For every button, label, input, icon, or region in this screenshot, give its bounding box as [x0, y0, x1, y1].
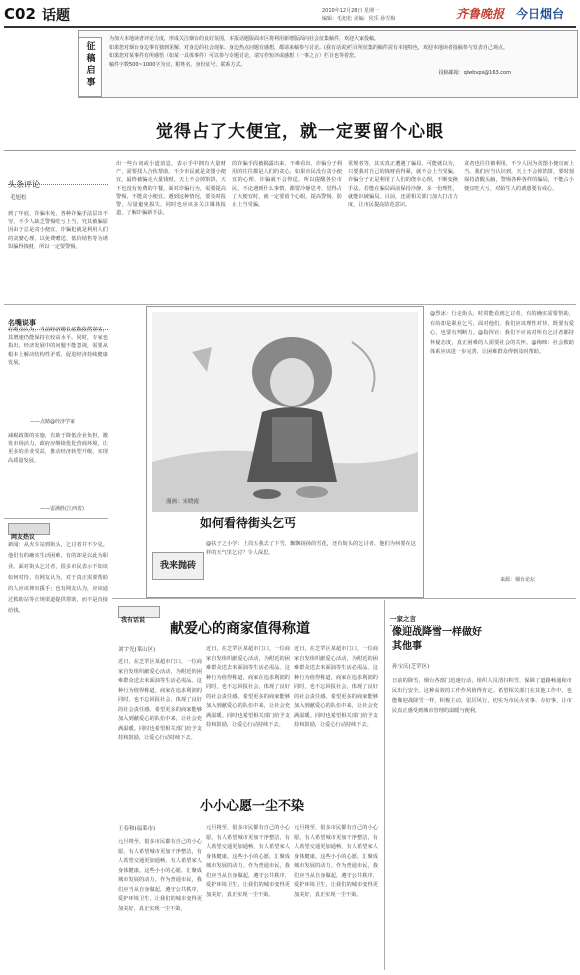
- netizen-label: [8, 523, 50, 541]
- article-text-col2: 近日，在芝罘区某超市门口，一位商家自发组织献爱心活动，为附近的困难群众送去米面油等生活必需品。这种行为值得称道。商家在追求利润的同时，也不忘回报社会，体现了良好的社会责任感。希望更多的商家能够加入到献爱心的队伍中来，让社会充满温暖。同时也希望相关部门给予支持和鼓励，让爱心行动持续下去。: [206, 646, 290, 728]
- brand-sub: 今日烟台: [516, 7, 565, 21]
- article2-text-col2: 元旦将至，很多市民都有自己的小心愿。有人希望城市更加干净整洁，有人希望交通更加通畅，有人希望家人身体健康。这些小小的心愿，汇聚成城市发展的动力。作为普通市民，我们应当从自身做起，遵守公共秩序，爱护环境卫生，让我们的城市变得更加美好，真正实现一尘不染。: [206, 825, 290, 898]
- section-rule-2: [112, 598, 576, 599]
- notice-line: 稿件字数500~1000字为宜，附姓名、身份证号、联系方式。: [109, 61, 246, 68]
- forum-source: 来源：烟台论坛: [500, 577, 536, 583]
- article-text-col1: 近日，在芝罘区某超市门口，一位商家自发组织献爱心活动，为附近的困难群众送去米面油等生活必需品。这种行为值得称道。商家在追求利润的同时，也不忘回报社会，体现了良好的社会责任感。希望更多的商家能够加入到献爱心的队伍中来，让社会充满温暖。同时也希望相关部门给予支持和鼓励，让爱心行动持续下去。: [118, 659, 202, 741]
- commentary-label-text: 名嘴说事: [8, 319, 36, 327]
- illustration-title: 如何看待街头乞丐: [200, 516, 297, 530]
- date-line: 2010年12月28日 星期一: [322, 8, 380, 14]
- netizen-text: 新闻：从火车站到街头，乞讨者并不少见。他们有的确实生活困难，有的却是以此为职业。面对街头乞讨者，很多市民表示不知该如何对待。有网友认为，对于真正需要帮助的人应该伸出援手；也有网友认为，应该通过救助站等正规渠道提供帮助，而不是直接给钱。: [8, 542, 108, 614]
- article-author: 刘宇光(莱山区): [118, 647, 156, 653]
- page-header: [4, 5, 576, 25]
- commentary-text-2: 减税政策的实施，有助于降低企业负担，激发市场活力。政府应继续优化营商环境，让更多的企业受益，推动经济转型升级，实现高质量发展。: [8, 433, 108, 464]
- headline-col5-text: 贪者也往往被利用，不少人因为贪图小便宜而上当。我们应当认识到，天上不会掉馅饼，要时刻保持清醒头脑，警惕各种各样的骗局，不能占小便宜吃大亏，对陌生人的诱惑要有戒心。: [464, 161, 574, 192]
- headline-col1-text: 到了年底，诈骗未免，各种诈骗手法层出不穷，不少人缺乏警惕吃亏上当，究其被骗原因由于总是贪小便宜。诈骗犯就是利用人们的贪婪心理，以免费赠送、低价销售等为诱饵骗得钱财，所以一定要警惕。: [8, 211, 108, 250]
- sidebar-title: 像迎战降雪一样做好其他事: [392, 627, 482, 652]
- notice-line: 如果您对某事件有所感悟（如某一具体事件）可以参与专题讨论，请写作短评或感想（一事之言）栏目也等着您。: [109, 53, 360, 59]
- section-rule-1: [4, 304, 576, 305]
- notice-tag-text: 征稿启事: [84, 41, 95, 89]
- sidebar-text: 日前的降雪，烟台各部门迅速行动，组织人员清扫积雪，保障了道路畅通和市民出行安全。这种高效的工作作风值得肯定。希望相关部门在其他工作中，也能像迎战降雪一样，积极主动，雷厉风行，切实为市民办实事、办好事，让市民真正感受到城市管理的温暖与便利。: [392, 678, 572, 714]
- headline-col-label: [8, 172, 108, 189]
- brand-logo: 齐鲁晚报: [456, 7, 505, 21]
- netizen-label-text: 网友热议: [11, 534, 36, 541]
- page-code: C02: [4, 5, 36, 23]
- commentary-source-2: ——雷满胜(江西省): [40, 506, 84, 512]
- main-headline: 觉得占了大便宜，就一定要留个心眼: [156, 122, 444, 142]
- headline-col4-text: 常规者等，其实真正遭遇了骗局，可能就以为，只要我对自己的钱财看得紧，就不会上当受骗。诈骗分子正是利用了人们的侥幸心理，不断变换手法。若能在骗局面前保持冷静，多一份理性，就能识破骗局。目前，还需相关部门加大打击力度，让市民提高防范意识。: [348, 161, 458, 209]
- article2-text-col1: 元旦将至，很多市民都有自己的小心愿。有人希望城市更加干净整洁，有人希望交通更加通畅，有人希望家人身体健康。这些小小的心愿，汇聚成城市发展的动力。作为普通市民，我们应当从自身做起，遵守公共秩序，爱护环境卫生，让我们的城市变得更加美好，真正实现一尘不染。: [118, 839, 202, 912]
- header-rule: [4, 26, 576, 28]
- sidebar-label-text: 一家之言: [390, 615, 416, 623]
- headline-col3-text: 的诈骗手段被揭露出来，不难看出，诈骗分子利用的往往都是人们的贪心，如果市民没有贪小便宜的心理，诈骗就不会得逞。所以提醒各位市民，不论遇到什么事情，都要冷静思考，觉得占了大便宜时，就一定要留个心眼，提高警惕，防止上当受骗。: [232, 161, 342, 209]
- article-label-text: 我有话说: [121, 617, 146, 624]
- illustration-tag-text: 我来抛砖: [159, 561, 196, 571]
- sidebar-author: 孙宝庆(芝罘区): [392, 664, 430, 670]
- cartoon-credit: 漫画：宋晓霞: [166, 499, 200, 505]
- notice-tag: [78, 37, 102, 97]
- article-text-col3: 近日，在芝罘区某超市门口，一位商家自发组织献爱心活动，为附近的困难群众送去米面油等生活必需品。这种行为值得称道。商家在追求利润的同时，也不忘回报社会，体现了良好的社会责任感。希望更多的商家能够加入到献爱心的队伍中来，让社会充满温暖。同时也希望相关部门给予支持和鼓励，让爱心行动持续下去。: [294, 646, 378, 728]
- headline-author: 毛旭松: [10, 195, 27, 201]
- article-label: [118, 606, 160, 624]
- sidebar-divider: [384, 600, 385, 970]
- sidebar-label: [390, 606, 440, 626]
- forum-comments: @烈冰：行走街头，时常能看到乞讨者，有的确实需要帮助，有的却是职业乞丐。面对他们，我们应该理性对待，既要有爱心，也要有判断力。@指挥官：我们不应该对所有乞讨者都持怀疑态度，真正困难的人需要社会的关怀。@梅咪：社会救助体系应该进一步完善，让困难群众得到及时帮助。: [430, 311, 574, 355]
- editor-line: 编辑：毛旭松 美编：侯乐 孙雪梅: [322, 16, 396, 22]
- article2-author: 王春和(福莱市): [118, 826, 156, 832]
- notice-line: 为加大本地读者评论力度，形成关注烟台的良好氛围，本报话题版面市区将利用新增版面向社会征集稿件，欢迎大家投稿。: [109, 36, 380, 42]
- commentary-text-1: 有观点认为，当前经济增长底数依然坚实，其增速仍能保持在较高水平。同时，专家也指出，经济发展中的问题不能忽视，需要从根本上解决结构性矛盾，促进经济持续健康发展。: [8, 327, 108, 366]
- beggar-cartoon: [152, 312, 418, 512]
- notice-contact: 投稿邮箱：qlwbvps@163.com: [438, 70, 511, 76]
- article-title: 献爱心的商家值得称道: [170, 621, 310, 637]
- article2-title: 小小心愿一尘不染: [200, 799, 305, 814]
- headline-col2-text: 出一些台词或小道消息，表示手中拥有大量财产，需要找人合伙帮助。不少市民就是贪图小便宜，最终被骗走大量钱财。天上不会掉馅饼，天下也没有免费的午餐。面对诈骗行为，需要提高警惕，不能贪小便宜。遇到这种情况，要及时报警，尽量避免损失，同时也应该多关注媒体报道，了解诈骗新手法。: [116, 161, 226, 217]
- headline-rule: [4, 150, 576, 151]
- cartoon-image: [152, 312, 418, 512]
- article2-text-col3: 元旦将至，很多市民都有自己的小心愿。有人希望城市更加干净整洁，有人希望交通更加通畅，有人希望家人身体健康。这些小小的心愿，汇聚成城市发展的动力。作为普通市民，我们应当从自身做起，遵守公共秩序，爱护环境卫生，让我们的城市变得更加美好，真正实现一尘不染。: [294, 825, 378, 898]
- illustration-caption: @扶子之小学：上周五我去了下雪，飘飘扬扬的雪花，还有街头的乞讨者，他们为何要在这样的天气里乞讨？令人深思。: [206, 541, 416, 556]
- commentary-source-1: ——点睛@经济学家: [30, 419, 76, 425]
- left-rule: [4, 518, 108, 519]
- notice-line: 如果您对烟台身边事有独到见解，对身边的社会现象、身边热点问题有感想，都请来稿参与讨论。(我有话说)栏目所征集的稿件需有本地特色，欢迎本地读者投稿参与发表自己观点。: [109, 44, 508, 51]
- notice-body: [109, 35, 571, 78]
- headline-col-label-text: 头条评论: [8, 180, 40, 189]
- illustration-tag: [152, 552, 204, 580]
- notice-box: [78, 30, 578, 98]
- section-title: 话题: [42, 8, 70, 24]
